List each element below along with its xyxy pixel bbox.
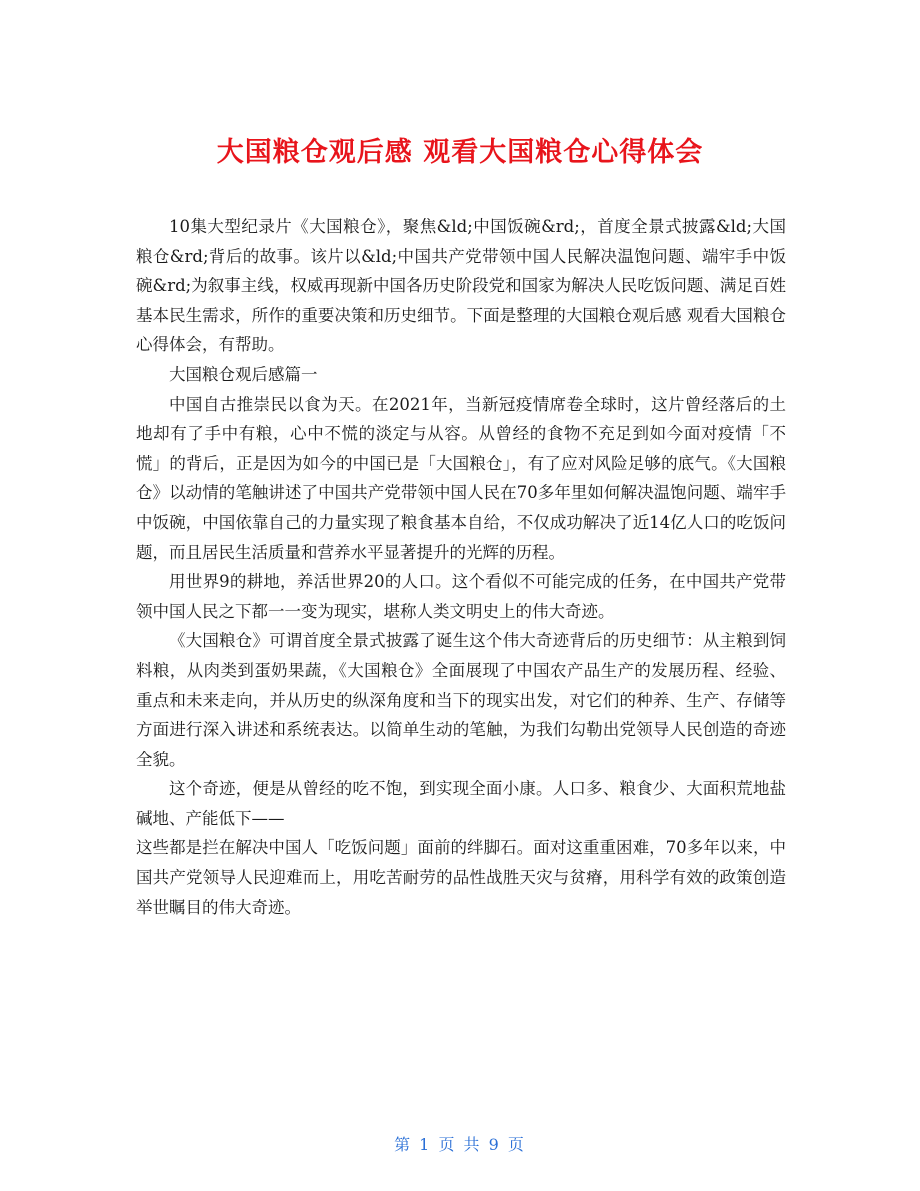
page-title: 大国粮仓观后感 观看大国粮仓心得体会 bbox=[216, 137, 704, 169]
paragraph-intro: 10集大型纪录片《大国粮仓》，聚焦&ld;中国饭碗&rd;，首度全景式披露&ld;大国粮仓&rd;背后的故事。该片以&ld;中国共产党带领中国人民解决温饱问题、端牢手中饭碗&rd;为叙事主线，权威再现新中国各历史阶段党和国家为解决人民吃饭问题、满足百姓基本民生需求，所作的重要决策和历史细节。下面是整理的大国粮仓观后感 观看大国粮仓心得体会，有帮助。 bbox=[136, 217, 786, 355]
paragraph: 这个奇迹，便是从曾经的吃不饱，到实现全面小康。人口多、粮食少、大面积荒地盐碱地、产能低下—— bbox=[136, 779, 786, 828]
paragraph: 中国自古推崇民以食为天。在2021年，当新冠疫情席卷全球时，这片曾经落后的土地却有了手中有粮，心中不慌的淡定与从容。从曾经的食物不充足到如今面对疫情「不慌」的背后，正是因为如今的中国已是「大国粮仓」，有了应对风险足够的底气。《大国粮仓》以动情的笔触讲述了中国共产党带领中国人民在70多年里如何解决温饱问题、端牢手中饭碗，中国依靠自己的力量实现了粮食基本自给，不仅成功解决了近14亿人口的吃饭问题，而且居民生活质量和营养水平显著提升的光辉的历程。 bbox=[136, 394, 786, 562]
paragraph: 《大国粮仓》可谓首度全景式披露了诞生这个伟大奇迹背后的历史细节：从主粮到饲料粮，从肉类到蛋奶果蔬，《大国粮仓》全面展现了中国农产品生产的发展历程、经验、重点和未来走向，并从历史的纵深角度和当下的现实出发，对它们的种养、生产、存储等方面进行深入讲述和系统表达。以简单生动的笔触，为我们勾勒出党领导人民创造的奇迹全貌。 bbox=[136, 631, 786, 769]
page-number: 第 1 页 共 9 页 bbox=[394, 1135, 526, 1154]
section-heading: 大国粮仓观后感篇一 bbox=[169, 364, 318, 384]
paragraph-continued: 这些都是拦在解决中国人「吃饭问题」面前的绊脚石。面对这重重困难，70多年以来，中国共产党领导人民迎难而上，用吃苦耐劳的品性战胜天灾与贫瘠，用科学有效的政策创造举世瞩目的伟大奇迹。 bbox=[136, 838, 786, 917]
paragraph: 用世界9的耕地，养活世界20的人口。这个看似不可能完成的任务，在中国共产党带领中国人民之下都一一变为现实，堪称人类文明史上的伟大奇迹。 bbox=[136, 572, 786, 621]
document-body bbox=[136, 212, 786, 922]
